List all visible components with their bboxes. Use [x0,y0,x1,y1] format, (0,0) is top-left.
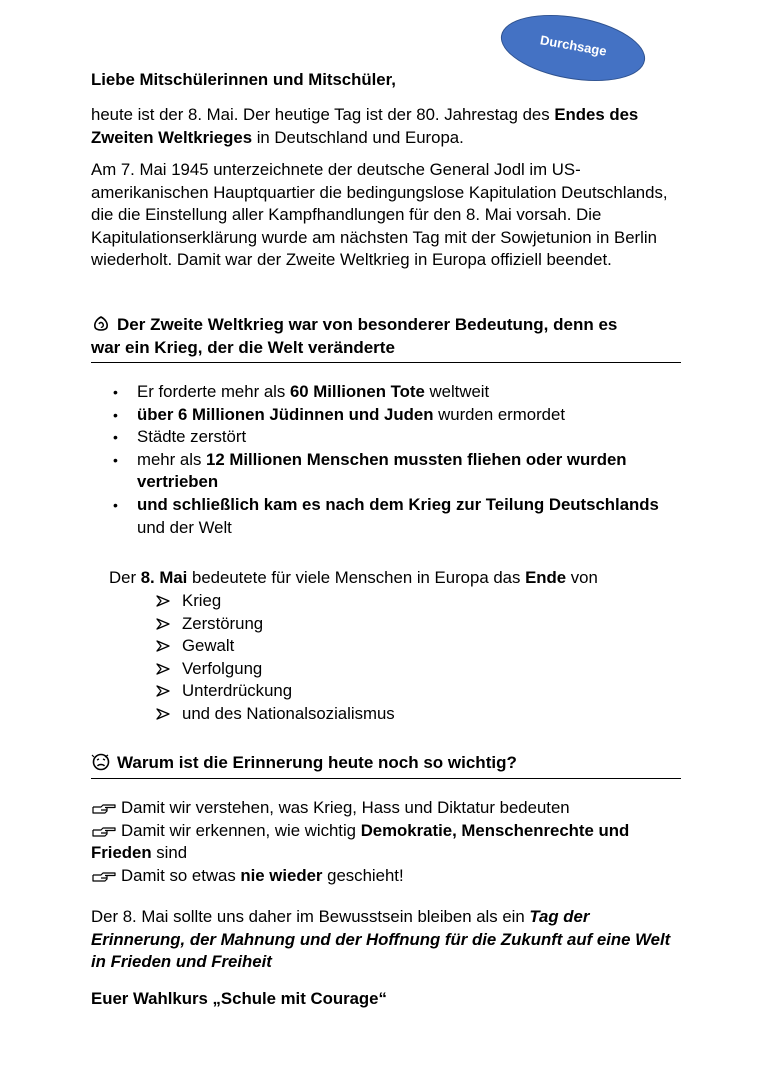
list-item [113,494,673,539]
list-item-text-end: wurden ermordet [433,404,565,424]
list-item [113,426,673,449]
reason-emphasis: Demokratie, Menschenrechte und Frieden [91,820,630,863]
reason-text-end: sind [151,843,188,863]
section-heading-war [91,314,681,363]
list-item [156,635,556,658]
list-item-text: Verfolgung [182,658,263,678]
reason-text-end: geschieht! [322,865,404,885]
reason-text: Damit so etwas [121,865,241,885]
ende-paragraph [109,567,699,590]
list-item-text-end: und der Welt [137,517,232,537]
list-item [156,658,556,681]
arrow-bullet-icon [156,684,170,698]
arrow-bullet-icon [156,639,170,653]
reason-emphasis: nie wieder [240,865,323,885]
list-item [113,381,673,404]
closing-text: Der 8. Mai sollte uns daher im Bewusstsein bleiben als ein [91,907,530,926]
intro-text-end: in Deutschland und Europa. [252,127,464,147]
list-item-text: Gewalt [182,636,235,656]
war-facts-list [113,381,673,539]
list-item-text: Städte zerstört [137,427,247,447]
list-item [156,680,556,703]
reason-item [91,820,681,865]
reason-item [91,797,681,820]
closing-paragraph [91,906,681,974]
list-item-text: Er forderte mehr als [137,382,290,401]
ende-text-end: von [566,568,598,587]
ende-emphasis: Ende [525,568,567,587]
list-item [113,404,673,427]
list-item-emphasis: und schließlich kam es nach dem Krieg zur Teilung Deutschlands [137,494,659,514]
badge-label: Durchsage [539,32,608,59]
list-item [113,449,673,494]
list-item-text: Krieg [182,591,222,610]
reason-text: Damit wir erkennen, wie wichtig [121,820,361,840]
list-item-emphasis: über 6 Millionen Jüdinnen und Juden [137,404,434,424]
reason-text: Damit wir verstehen, was Krieg, Hass und Diktatur bedeuten [121,798,570,817]
pointing-hand-icon [91,801,117,815]
heading-line-2: war ein Krieg, der die Welt veränderte [91,337,395,357]
pointing-hand-icon [91,824,117,838]
list-item-text: und des Nationalsozialismus [182,703,395,723]
bomb-icon [91,315,111,333]
reason-item [91,865,681,888]
greeting: Liebe Mitschülerinnen und Mitschüler, [91,70,396,89]
pointing-hand-icon [91,869,117,883]
closing-emphasis: Tag der Erinnerung, der Mahnung und der Hoffnung für die Zukunft auf eine Welt in Frieden und Freiheit [91,907,671,972]
list-item-text: Zerstörung [182,613,264,633]
heading-text: Warum ist die Erinnerung heute noch so wichtig? [117,753,517,772]
intro-text: heute ist der 8. Mai. Der heutige Tag ist der 80. Jahrestag des [91,105,555,124]
arrow-bullet-icon [156,617,170,631]
list-item [156,590,556,613]
intro-emphasis: Endes des Zweiten Weltkrieges [91,105,639,147]
history-paragraph: Am 7. Mai 1945 unterzeichnete der deutsche General Jodl im US-amerikanischen Hauptquartier die bedingungslose Kapitulation Deutschlands, die die Einstellung aller Kampfhandlungen für den 8. Mai vorsah. Die Kapitulationserklärung wurde am nächsten Tag mit der Sowjetunion in Berlin wiederholt. Damit war der Zweite Weltkrieg in Europa offiziell beendet. [91,160,668,270]
arrow-bullet-icon [156,594,170,608]
ende-date: 8. Mai [140,568,188,587]
ende-text-mid: bedeutete für viele Menschen in Europa das [187,568,526,587]
list-item-emphasis: 12 Millionen Menschen mussten fliehen oder wurden vertrieben [137,449,627,492]
ende-text: Der [109,568,141,587]
list-item [156,703,556,726]
intro-paragraph [91,104,681,149]
section-heading-memory [91,752,681,779]
ende-list [156,590,556,726]
list-item-emphasis: 60 Millionen Tote [289,382,425,401]
arrow-bullet-icon [156,707,170,721]
reasons-block [91,797,681,887]
list-item-text: Unterdrückung [182,681,293,701]
arrow-bullet-icon [156,662,170,676]
sad-face-icon [91,753,111,771]
heading-line-1: Der Zweite Weltkrieg war von besonderer Bedeutung, denn es [117,315,618,334]
list-item [156,613,556,636]
list-item-text-end: weltweit [424,382,490,401]
list-item-text: mehr als [137,449,207,469]
signature: Euer Wahlkurs „Schule mit Courage“ [91,989,387,1008]
